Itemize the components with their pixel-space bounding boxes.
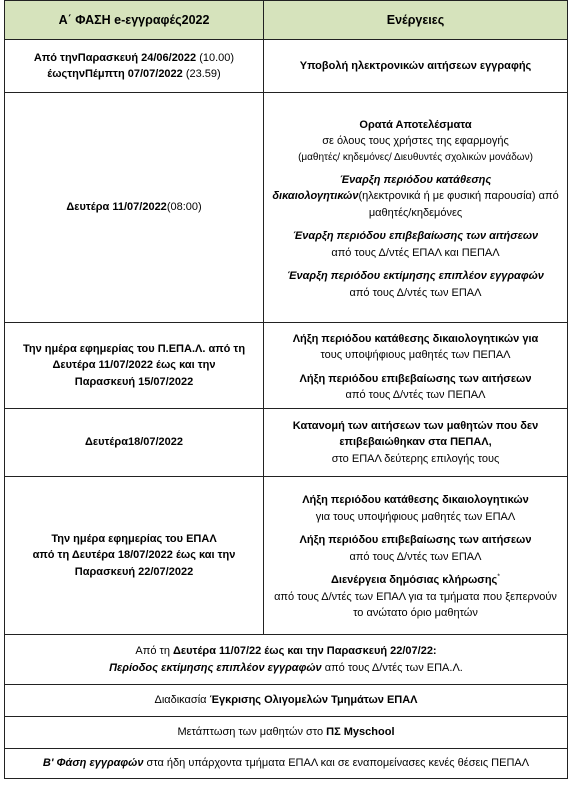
table-row	[5, 323, 568, 409]
actions-cell: Κατανομή των αιτήσεων των μαθητών που δεν επιβεβαιώθηκαν στα ΠΕΠΑΛ, στο ΕΠΑΛ δεύτερης επιλογής τους	[264, 409, 568, 477]
table-row	[5, 635, 568, 685]
table-row	[5, 409, 568, 477]
actions-cell: Λήξη περιόδου κατάθεσης δικαιολογητικών για τους υποψήφιους μαθητές των ΕΠΑΛ Λήξη περιόδου επιβεβαίωσης των αιτήσεων από τους Δ/ντές των ΕΠΑΛ Διενέργεια δημόσιας κλήρωσης* από τους Δ/ντές των ΕΠΑΛ για τα τμήματα που ξεπερνούν το ανώτατο όριο μαθητών	[264, 477, 568, 635]
table-row	[5, 477, 568, 635]
full-row-cell: Μετάπτωση των μαθητών στο ΠΣ Myschool	[5, 717, 568, 749]
schedule-table	[4, 0, 568, 779]
table-row	[5, 717, 568, 749]
full-row-cell: Β' Φάση εγγραφών στα ήδη υπάρχοντα τμήματα ΕΠΑΛ και σε εναπομείνασες κενές θέσεις ΠΕΠΑΛ	[5, 749, 568, 779]
full-row-cell: Από τη Δευτέρα 11/07/22 έως και την Παρασκευή 22/07/22: Περίοδος εκτίμησης επιπλέον εγγραφών από τους Δ/ντές των ΕΠΑ.Λ.	[5, 635, 568, 685]
date-cell: Την ημέρα εφημερίας του Π.ΕΠΑ.Λ. από τη Δευτέρα 11/07/2022 έως και την Παρασκευή 15/07/2022	[5, 323, 264, 409]
actions-cell: Υποβολή ηλεκτρονικών αιτήσεων εγγραφής	[264, 40, 568, 93]
date-cell: Από τηνΠαρασκευή 24/06/2022 (10.00) έωςτηνΠέμπτη 07/07/2022 (23.59)	[5, 40, 264, 93]
header-phase: Α΄ ΦΑΣΗ e-εγγραφές2022	[5, 1, 264, 40]
full-row-cell: Διαδικασία Έγκρισης Ολιγομελών Τμημάτων ΕΠΑΛ	[5, 685, 568, 717]
table-row	[5, 685, 568, 717]
table-row	[5, 40, 568, 93]
actions-cell: Ορατά Αποτελέσματα σε όλους τους χρήστες της εφαρμογής (μαθητές/ κηδεμόνες/ Διευθυντές σχολικών μονάδων) Έναρξη περιόδου κατάθεσης δικαιολογητικών(ηλεκτρονικά ή με φυσική παρουσία) από μαθητές/κηδεμόνες Έναρξη περιόδου επιβεβαίωσης των αιτήσεων από τους Δ/ντές ΕΠΑΛ και ΠΕΠΑΛ Έναρξη περιόδου εκτίμησης επιπλέον εγγραφών από τους Δ/ντές των ΕΠΑΛ	[264, 93, 568, 323]
date-cell: Δευτέρα 11/07/2022(08:00)	[5, 93, 264, 323]
table-row	[5, 749, 568, 779]
date-cell: Την ημέρα εφημερίας του ΕΠΑΛ από τη Δευτέρα 18/07/2022 έως και την Παρασκευή 22/07/2022	[5, 477, 264, 635]
actions-cell: Λήξη περιόδου κατάθεσης δικαιολογητικών για τους υποψήφιους μαθητές των ΠΕΠΑΛ Λήξη περιόδου επιβεβαίωσης των αιτήσεων από τους Δ/ντές των ΠΕΠΑΛ	[264, 323, 568, 409]
header-row	[5, 1, 568, 40]
date-cell: Δευτέρα18/07/2022	[5, 409, 264, 477]
header-actions: Ενέργειες	[264, 1, 568, 40]
table-row	[5, 93, 568, 323]
